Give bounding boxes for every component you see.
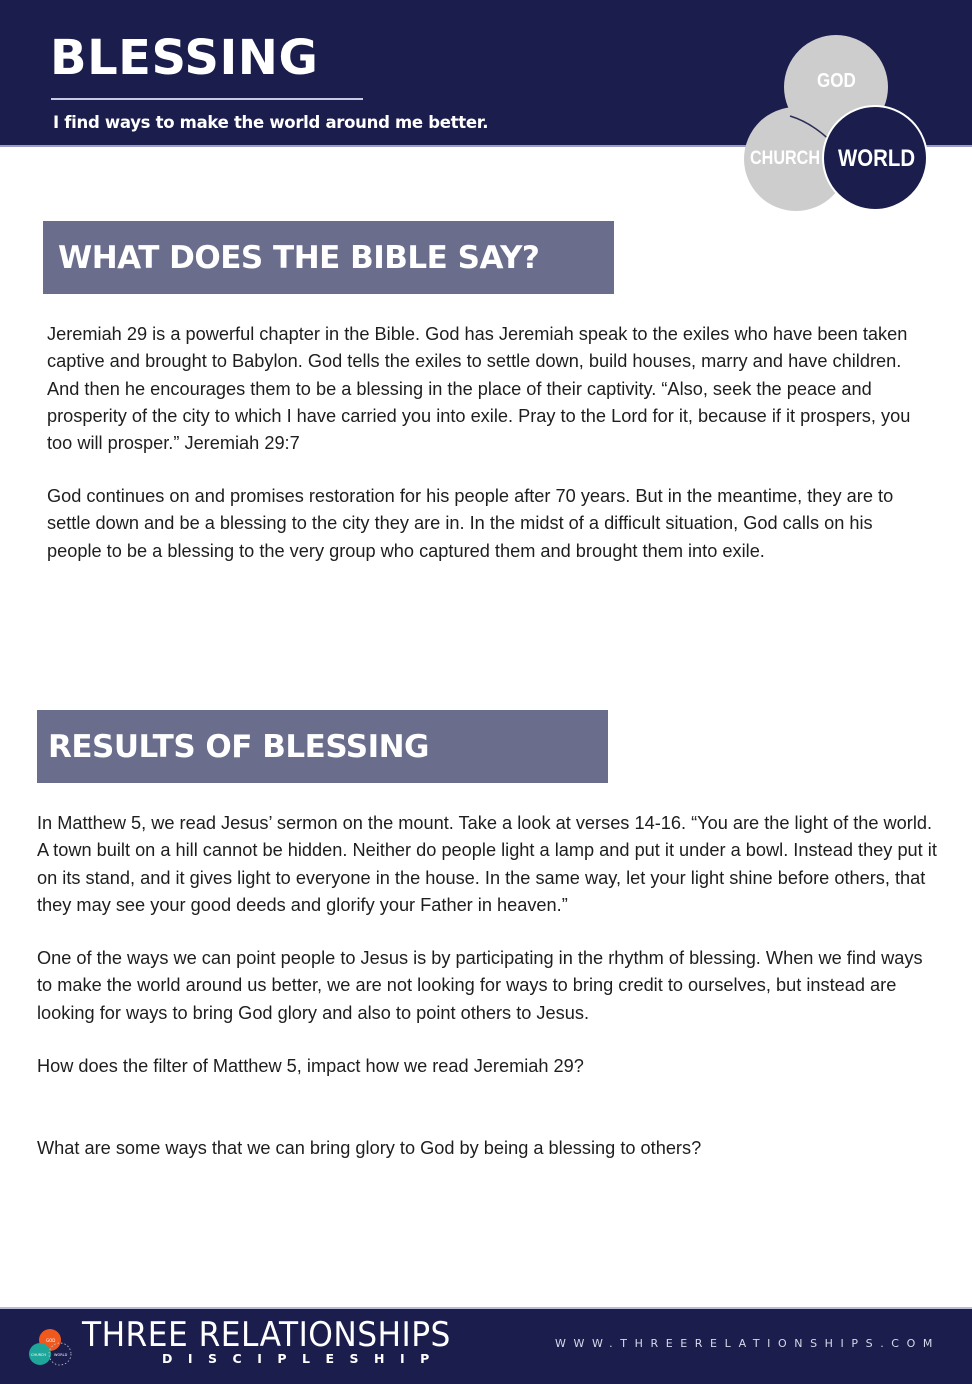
venn-label-world: WORLD (838, 145, 916, 172)
venn-label-church: CHURCH (750, 148, 820, 169)
results-paragraph-1: In Matthew 5, we read Jesus’ sermon on the mount. Take a look at verses 14-16. “You are the light of the world. A town built on a hill cannot be hidden. Neither do people light a lamp and put it under a bowl. Instead they put it on its stand, and it gives light to everyone in the house. In the same way, let your light shine before others, that they may see your good deeds and glorify your Father in heaven.” (37, 813, 937, 915)
svg-text:CHURCH: CHURCH (31, 1353, 46, 1357)
bible-paragraph-1: Jeremiah 29 is a powerful chapter in the Bible. God has Jeremiah speak to the exiles who have been taken captive and brought to Babylon. God tells the exiles to settle down, build houses, marry and have children. And then he encourages them to be a blessing in the place of their captivity. “Also, seek the peace and prosperity of the city to which I have carried you into exile. Pray to the Lord for it, because if it prospers, you too will prosper.” Jeremiah 29:7 (47, 324, 911, 454)
footer-brand-subtitle: DISCIPLESHIP (162, 1351, 445, 1366)
svg-text:GOD: GOD (46, 1338, 56, 1343)
footer-brand-name: THREE RELATIONSHIPS (82, 1315, 451, 1355)
section-heading-results (37, 710, 608, 783)
section-heading-text: WHAT DOES THE BIBLE SAY? (58, 239, 540, 276)
section-heading-text: RESULTS OF BLESSING (48, 728, 429, 765)
svg-text:WORLD: WORLD (54, 1353, 68, 1357)
discussion-question-2: What are some ways that we can bring glory to God by being a blessing to others? (37, 1138, 702, 1158)
page-tagline: I find ways to make the world around me better. (53, 113, 489, 132)
title-divider (51, 98, 363, 100)
page-title: BLESSING (50, 30, 319, 86)
section-heading-bible (43, 221, 614, 294)
discussion-question-1: How does the filter of Matthew 5, impact how we read Jeremiah 29? (37, 1056, 584, 1076)
venn-label-god: GOD (817, 70, 856, 92)
results-paragraph-2: One of the ways we can point people to Jesus is by participating in the rhythm of blessing. When we find ways to make the world around us better, we are not looking for ways to bring credit to ourselves, but instead are looking for ways to bring God glory and also to point others to Jesus. (37, 948, 923, 1023)
footer-website-link[interactable]: WWW.THREERELATIONSHIPS.COM (555, 1337, 940, 1350)
bible-paragraph-2: God continues on and promises restoration for his people after 70 years. But in the meantime, they are to settle down and be a blessing to the city they are in. In the midst of a difficult situation, God calls on his people to be a blessing to the very group who captured them and brought them into exile. (47, 486, 894, 561)
three-relationships-logo-icon (26, 1326, 74, 1366)
venn-diagram-logo (740, 30, 940, 220)
